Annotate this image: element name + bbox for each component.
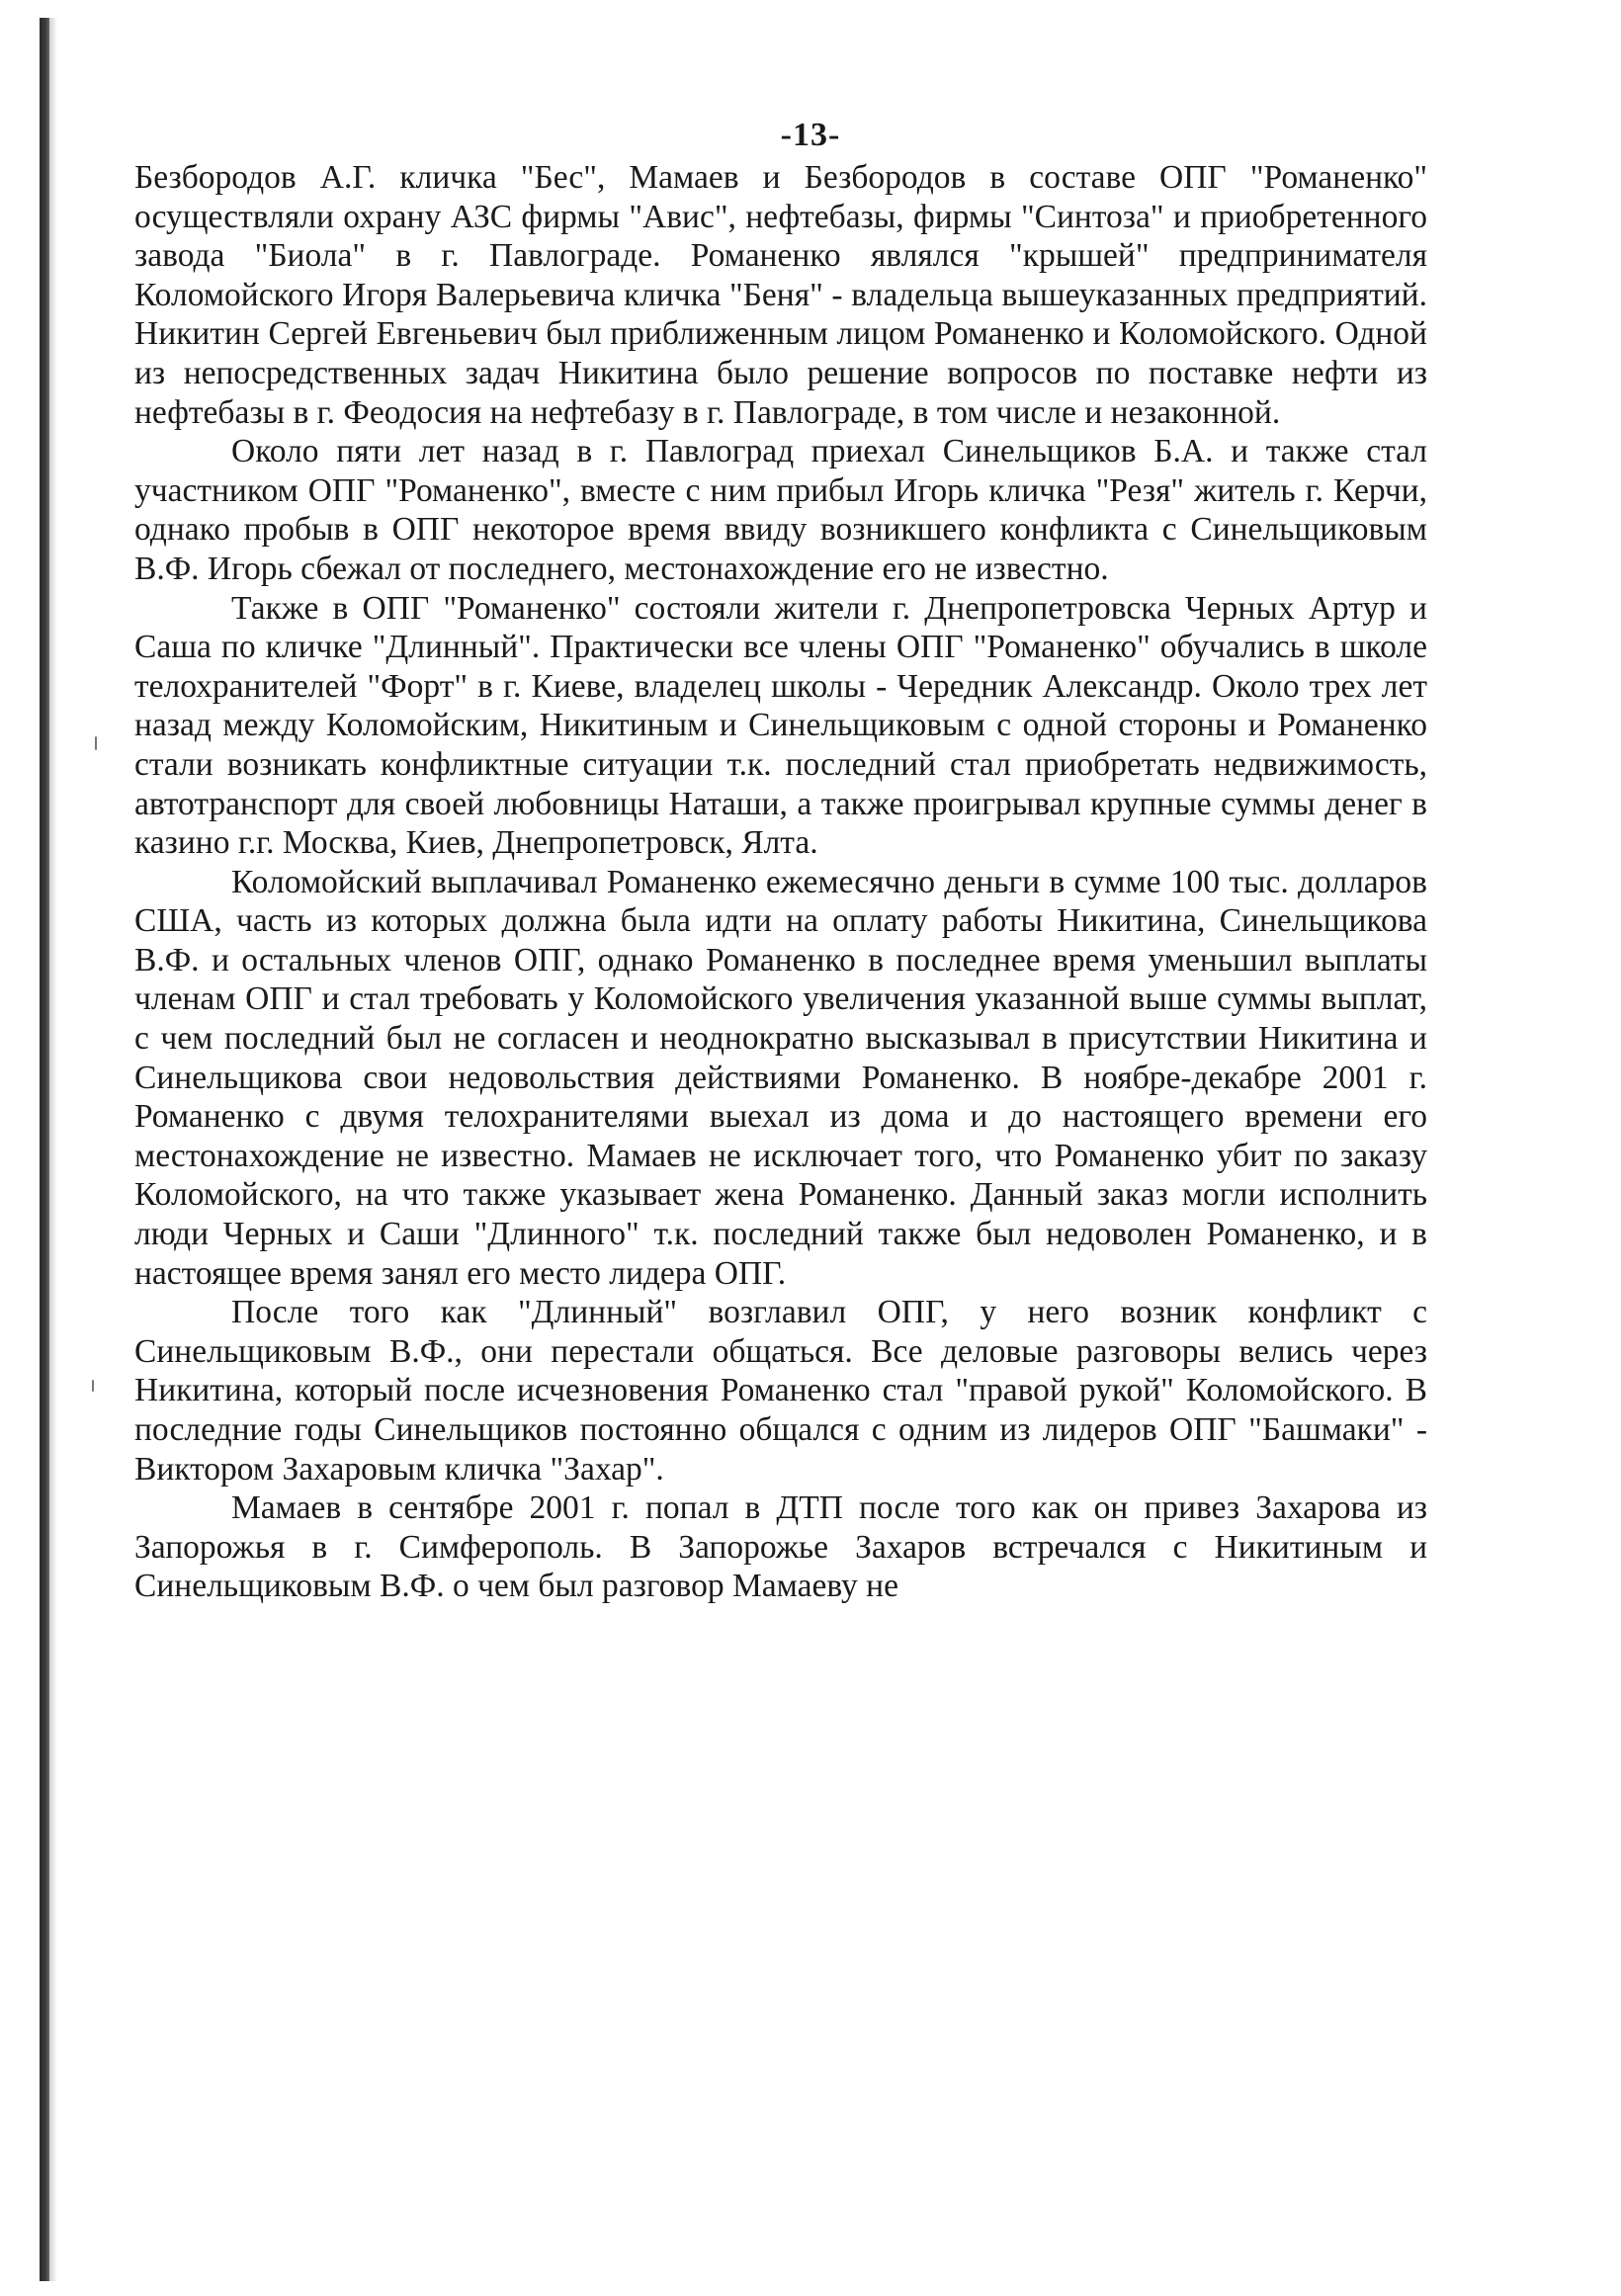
paragraph: Безбородов А.Г. кличка "Бес", Мамаев и Безбородов в составе ОПГ "Романенко" осуществляли охрану АЗС фирмы "Авис", нефтебазы, фирмы "Синтоза" и приобретенного завода "Биола" в г. Павлограде. Романенко являлся "крышей" предпринимателя Коломойского Игоря Валерьевича кличка "Беня" - владельца вышеуказанных предприятий. Никитин Сергей Евгеньевич был приближенным лицом Романенко и Коломойского. Одной из непосредственных задач Никитина было решение вопросов по поставке нефти из нефтебазы в г. Феодосия на нефтебазу в г. Павлограде, в том числе и незаконной. [134,159,1427,431]
paragraph: Также в ОПГ "Романенко" состояли жители г. Днепропетровска Черных Артур и Саша по кличке "Длинный". Практически все члены ОПГ "Романенко" обучались в школе телохранителей "Форт" в г. Киеве, владелец школы - Чередник Александр. Около трех лет назад между Коломойским, Никитиным и Синельщиковым с одной стороны и Романенко стали возникать конфликтные ситуации т.к. последний стал приобретать недвижимость, автотранспорт для своей любовницы Наташи, а также проигрывал крупные суммы денег в казино г.г. Москва, Киев, Днепропетровск, Ялта. [134,589,1427,862]
scan-speck [95,736,97,750]
document-body [134,158,1427,1606]
paragraph: Мамаев в сентябре 2001 г. попал в ДТП после того как он привез Захарова из Запорожья в г. Симферополь. В Запорожье Захаров встречался с Никитиным и Синельщиковым В.Ф. о чем был разговор Мамаеву не [134,1489,1427,1605]
scan-binding-edge [40,18,49,2281]
scan-speck [92,1380,94,1392]
paragraph: Около пяти лет назад в г. Павлоград приехал Синельщиков Б.А. и также стал участником ОПГ "Романенко", вместе с ним прибыл Игорь кличка "Резя" житель г. Керчи, однако пробыв в ОПГ некоторое время ввиду возникшего конфликта с Синельщиковым В.Ф. Игорь сбежал от последнего, местонахождение его не известно. [134,433,1427,587]
scan-edge-shadow [49,18,57,2281]
paragraph: После того как "Длинный" возглавил ОПГ, у него возник конфликт с Синельщиковым В.Ф., они перестали общаться. Все деловые разговоры велись через Никитина, который после исчезновения Романенко стал "правой рукой" Коломойского. В последние годы Синельщиков постоянно общался с одним из лидеров ОПГ "Башмаки" - Виктором Захаровым кличка "Захар". [134,1294,1427,1488]
paragraph: Коломойский выплачивал Романенко ежемесячно деньги в сумме 100 тыс. долларов США, часть из которых должна была идти на оплату работы Никитина, Синельщикова В.Ф. и остальных членов ОПГ, однако Романенко в последнее время уменьшил выплаты членам ОПГ и стал требовать у Коломойского увеличения указанной выше суммы выплат, с чем последний был не согласен и неоднократно высказывал в присутствии Никитина и Синельщикова свои недовольствия действиями Романенко. В ноябре-декабре 2001 г. Романенко с двумя телохранителями выехал из дома и до настоящего времени его местонахождение не известно. Мамаев не исключает того, что Романенко убит по заказу Коломойского, на что также указывает жена Романенко. Данный заказ могли исполнить люди Черных и Саши "Длинного" т.к. последний также был недоволен Романенко, и в настоящее время занял его место лидера ОПГ. [134,863,1427,1292]
page-number: -13- [780,117,841,153]
